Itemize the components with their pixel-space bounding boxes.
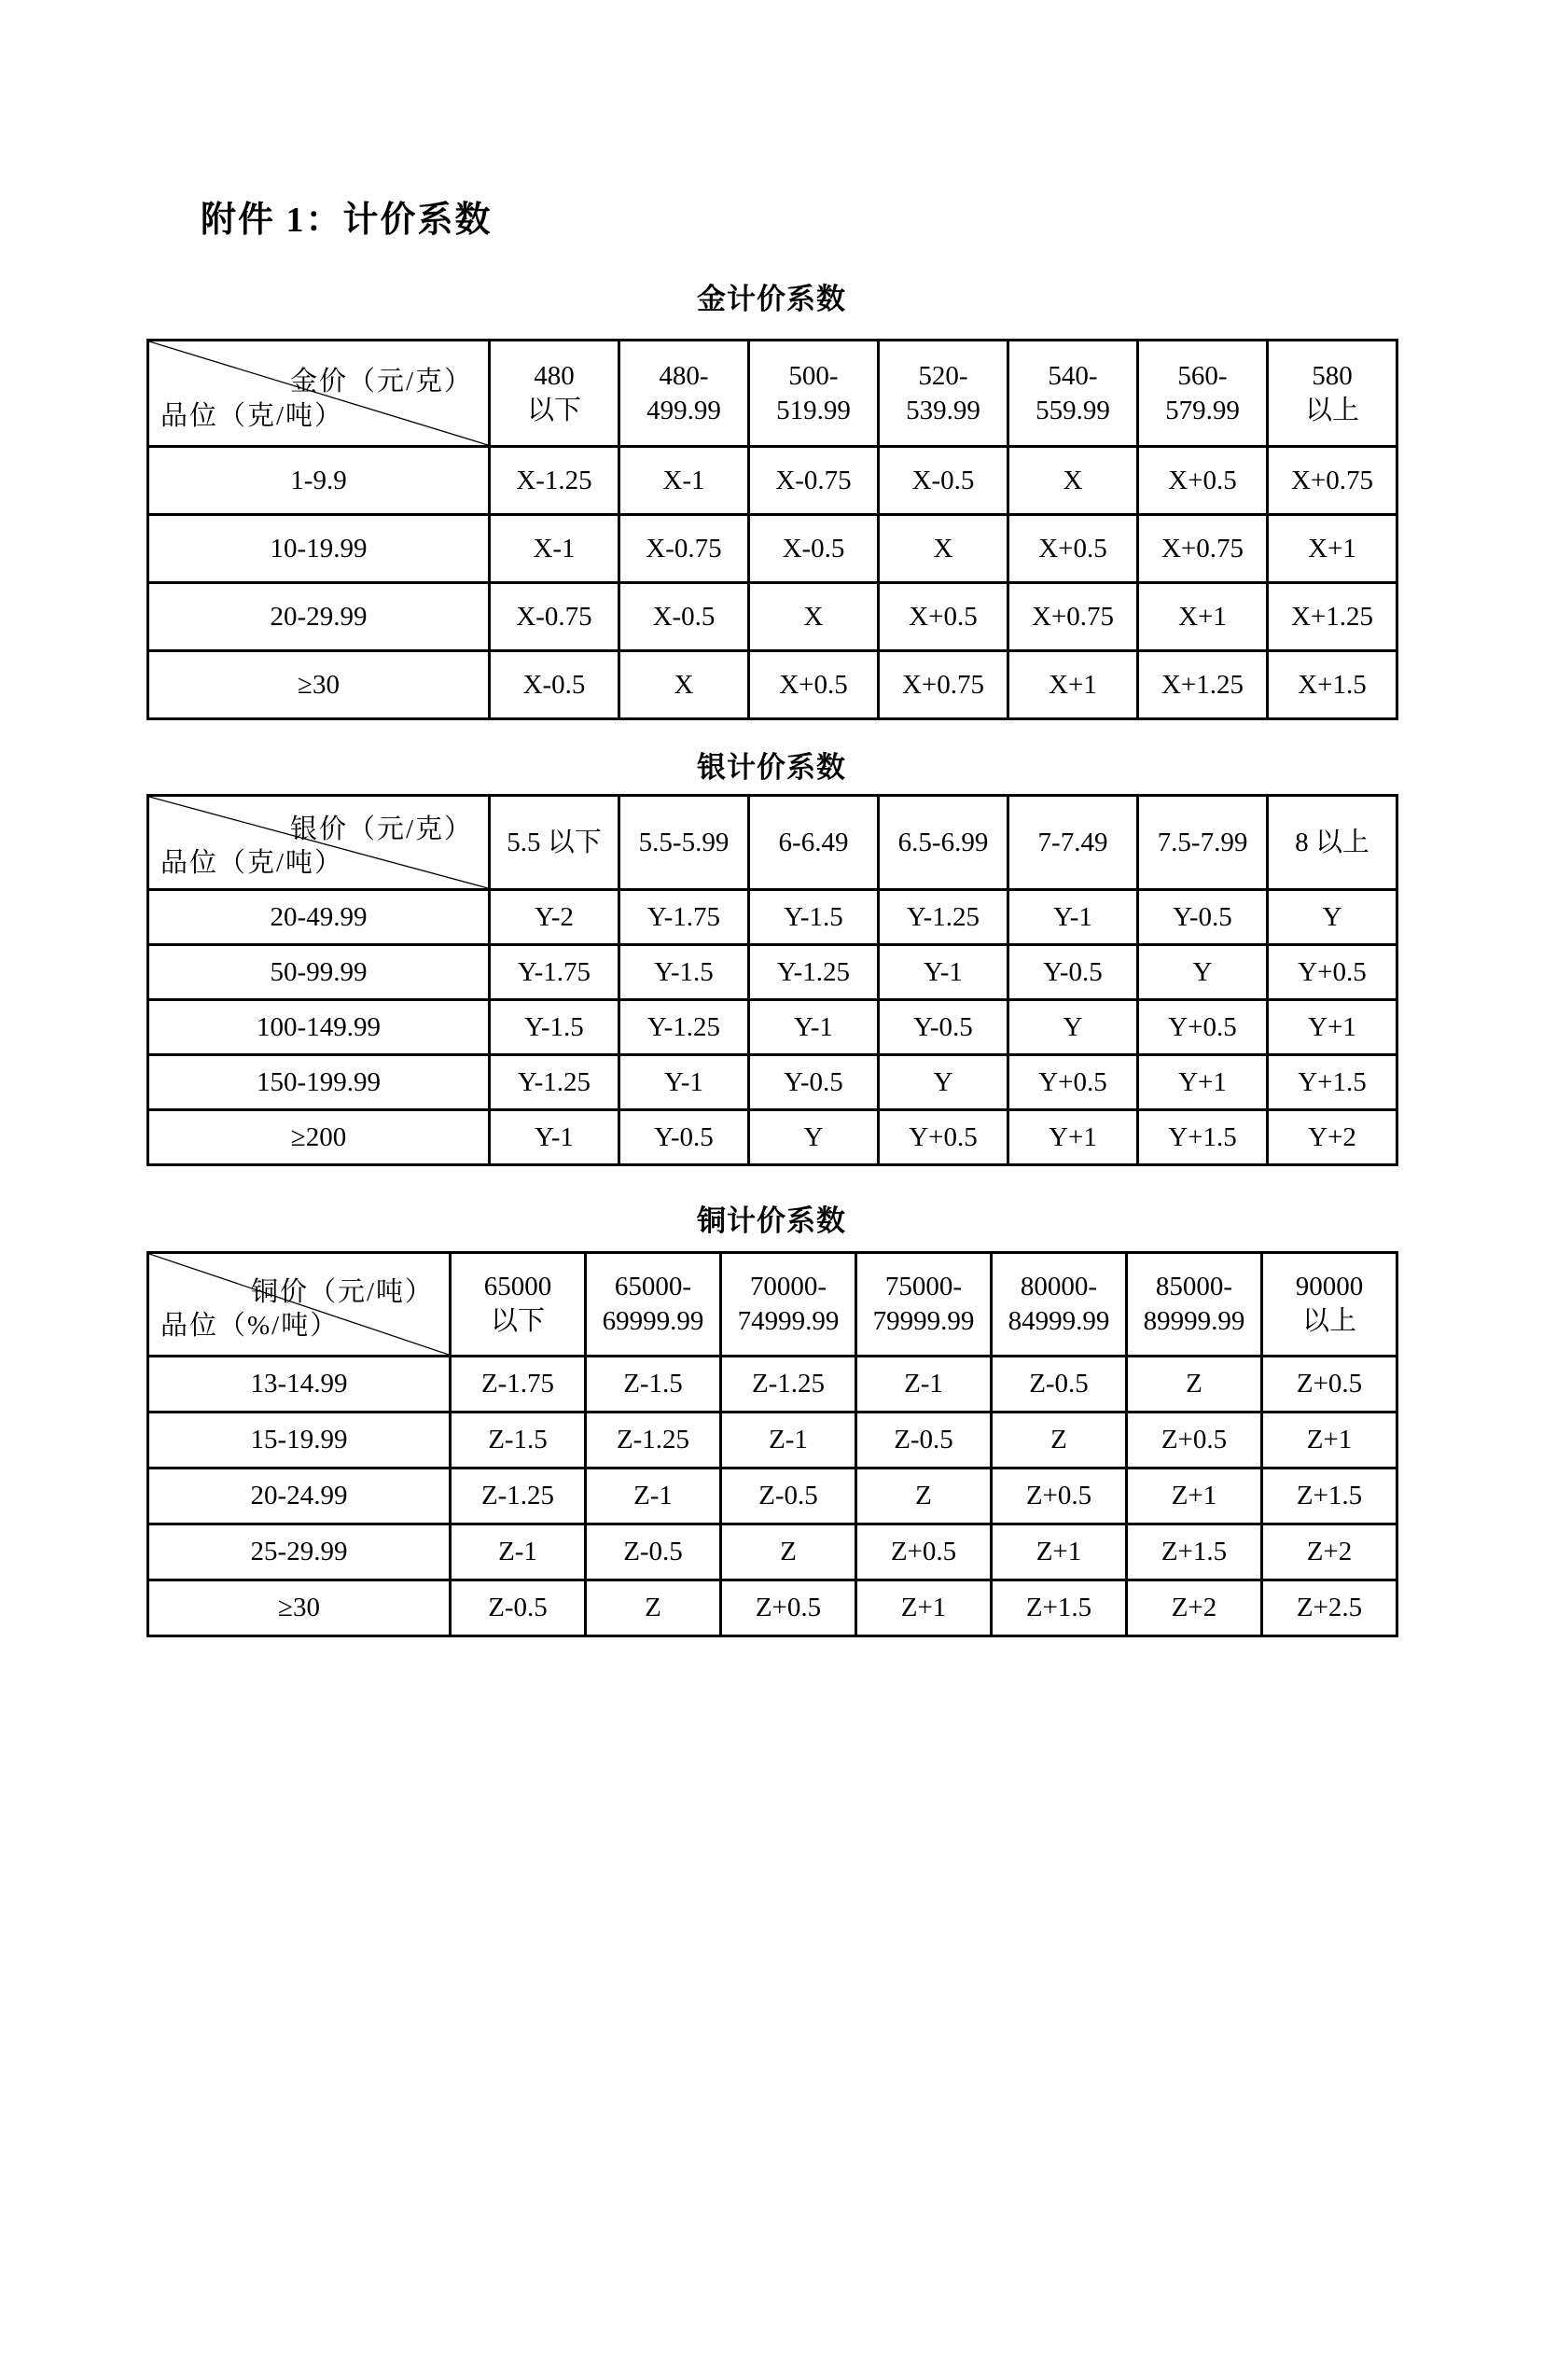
row-label-cell: 20-49.99 — [148, 890, 490, 945]
column-header: 65000- 69999.99 — [586, 1253, 721, 1357]
gold-table-section — [146, 282, 1397, 720]
value-cell: Y — [1138, 945, 1268, 1000]
value-cell: Y+0.5 — [1138, 1000, 1268, 1055]
value-cell: X+0.5 — [749, 651, 879, 719]
table-row — [148, 890, 1397, 945]
table-row — [148, 1110, 1397, 1165]
column-header: 560- 579.99 — [1138, 341, 1268, 447]
column-header: 75000- 79999.99 — [856, 1253, 992, 1357]
row-label-cell: 50-99.99 — [148, 945, 490, 1000]
row-label-cell: 1-9.9 — [148, 447, 490, 515]
value-cell: Z+1 — [1127, 1468, 1262, 1524]
corner-label-price: 银价（元/克） — [289, 814, 473, 844]
row-label-cell: 15-19.99 — [148, 1413, 451, 1468]
value-cell: Y-1.25 — [879, 890, 1008, 945]
value-cell: Z — [856, 1468, 992, 1524]
column-header: 65000 以下 — [451, 1253, 586, 1357]
header-corner-cell — [148, 341, 490, 447]
header-row — [148, 796, 1397, 890]
value-cell: Y-1 — [490, 1110, 619, 1165]
value-cell: Z+1 — [856, 1580, 992, 1636]
value-cell: Z-1.25 — [451, 1468, 586, 1524]
value-cell: Y-1.5 — [619, 945, 749, 1000]
table-row — [148, 1580, 1397, 1636]
column-header: 7-7.49 — [1008, 796, 1138, 890]
table-row — [148, 1524, 1397, 1580]
value-cell: Z-1 — [721, 1413, 856, 1468]
row-label-cell: ≥200 — [148, 1110, 490, 1165]
silver-table-section — [146, 750, 1397, 1166]
value-cell: Y+1.5 — [1268, 1055, 1397, 1110]
value-cell: Y+0.5 — [1008, 1055, 1138, 1110]
table-row — [148, 1000, 1397, 1055]
value-cell: Z-0.5 — [451, 1580, 586, 1636]
silver-coefficient-table — [146, 794, 1398, 1166]
value-cell: Z+1.5 — [1262, 1468, 1397, 1524]
value-cell: Y — [749, 1110, 879, 1165]
value-cell: X — [1008, 447, 1138, 515]
value-cell: X+0.75 — [879, 651, 1008, 719]
value-cell: Y-2 — [490, 890, 619, 945]
value-cell: Z+1.5 — [992, 1580, 1127, 1636]
value-cell: X — [749, 583, 879, 651]
column-header: 90000 以上 — [1262, 1253, 1397, 1357]
header-row — [148, 341, 1397, 447]
copper-table-section — [146, 1204, 1397, 1637]
value-cell: Y-1 — [1008, 890, 1138, 945]
value-cell: Z+2.5 — [1262, 1580, 1397, 1636]
value-cell: Z+1 — [992, 1524, 1127, 1580]
value-cell: Y+0.5 — [879, 1110, 1008, 1165]
column-header: 8 以上 — [1268, 796, 1397, 890]
header-corner-cell — [148, 796, 490, 890]
value-cell: Y-1 — [749, 1000, 879, 1055]
value-cell: Y-1.25 — [490, 1055, 619, 1110]
value-cell: Z-1.25 — [586, 1413, 721, 1468]
corner-label-price: 金价（元/克） — [289, 367, 473, 397]
table-row — [148, 945, 1397, 1000]
value-cell: X+0.5 — [1008, 515, 1138, 583]
column-header: 6-6.49 — [749, 796, 879, 890]
value-cell: X-1 — [490, 515, 619, 583]
value-cell: Y-1.5 — [749, 890, 879, 945]
corner-label-grade: 品位（克/吨） — [160, 401, 344, 431]
value-cell: X — [879, 515, 1008, 583]
value-cell: X-0.5 — [879, 447, 1008, 515]
value-cell: Z — [1127, 1357, 1262, 1413]
value-cell: Y-1 — [619, 1055, 749, 1110]
value-cell: Y-0.5 — [879, 1000, 1008, 1055]
value-cell: Y-1.5 — [490, 1000, 619, 1055]
value-cell: Y+1 — [1138, 1055, 1268, 1110]
column-header: 480 以下 — [490, 341, 619, 447]
value-cell: Y+1.5 — [1138, 1110, 1268, 1165]
value-cell: X+1.25 — [1268, 583, 1397, 651]
table-row — [148, 1413, 1397, 1468]
corner-label-price: 铜价（元/吨） — [250, 1277, 434, 1307]
column-header: 6.5-6.99 — [879, 796, 1008, 890]
value-cell: X+1 — [1008, 651, 1138, 719]
value-cell: X+0.75 — [1138, 515, 1268, 583]
value-cell: Y+1 — [1268, 1000, 1397, 1055]
value-cell: Y-0.5 — [749, 1055, 879, 1110]
value-cell: Y — [879, 1055, 1008, 1110]
column-header: 85000- 89999.99 — [1127, 1253, 1262, 1357]
value-cell: Y-0.5 — [1138, 890, 1268, 945]
value-cell: Z-0.5 — [856, 1413, 992, 1468]
value-cell: Z-1.75 — [451, 1357, 586, 1413]
row-label-cell: ≥30 — [148, 1580, 451, 1636]
row-label-cell: 20-24.99 — [148, 1468, 451, 1524]
value-cell: Z+1.5 — [1127, 1524, 1262, 1580]
value-cell: Y — [1268, 890, 1397, 945]
value-cell: Z+0.5 — [1262, 1357, 1397, 1413]
value-cell: Y+2 — [1268, 1110, 1397, 1165]
value-cell: Z+0.5 — [992, 1468, 1127, 1524]
value-cell: Z+0.5 — [1127, 1413, 1262, 1468]
table-caption-gold: 金计价系数 — [697, 283, 846, 315]
value-cell: Z — [586, 1580, 721, 1636]
value-cell: X+0.75 — [1008, 583, 1138, 651]
value-cell: Y — [1008, 1000, 1138, 1055]
column-header: 70000- 74999.99 — [721, 1253, 856, 1357]
gold-coefficient-table — [146, 339, 1398, 720]
column-header: 580 以上 — [1268, 341, 1397, 447]
column-header: 540- 559.99 — [1008, 341, 1138, 447]
row-label-cell: 10-19.99 — [148, 515, 490, 583]
value-cell: X-1 — [619, 447, 749, 515]
value-cell: Z-1 — [856, 1357, 992, 1413]
value-cell: Z — [721, 1524, 856, 1580]
column-header: 80000- 84999.99 — [992, 1253, 1127, 1357]
value-cell: X+0.75 — [1268, 447, 1397, 515]
corner-label-grade: 品位（克/吨） — [160, 848, 344, 878]
table-row — [148, 515, 1397, 583]
value-cell: Z+0.5 — [856, 1524, 992, 1580]
value-cell: Y+1 — [1008, 1110, 1138, 1165]
value-cell: X-0.5 — [619, 583, 749, 651]
value-cell: Z-1.5 — [586, 1357, 721, 1413]
value-cell: X+1 — [1138, 583, 1268, 651]
value-cell: X+0.5 — [879, 583, 1008, 651]
value-cell: Y-1.25 — [749, 945, 879, 1000]
row-label-cell: 25-29.99 — [148, 1524, 451, 1580]
corner-label-grade: 品位（%/吨） — [160, 1311, 340, 1341]
row-label-cell: 20-29.99 — [148, 583, 490, 651]
header-corner-cell — [148, 1253, 451, 1357]
column-header: 520- 539.99 — [879, 341, 1008, 447]
value-cell: Z-0.5 — [586, 1524, 721, 1580]
column-header: 5.5-5.99 — [619, 796, 749, 890]
value-cell: Y-0.5 — [1008, 945, 1138, 1000]
value-cell: Z-1.5 — [451, 1413, 586, 1468]
value-cell: X-1.25 — [490, 447, 619, 515]
value-cell: Y-0.5 — [619, 1110, 749, 1165]
value-cell: Z-1.25 — [721, 1357, 856, 1413]
row-label-cell: 150-199.99 — [148, 1055, 490, 1110]
column-header: 7.5-7.99 — [1138, 796, 1268, 890]
row-label-cell: ≥30 — [148, 651, 490, 719]
table-caption-silver: 银计价系数 — [697, 751, 846, 784]
value-cell: X+1.5 — [1268, 651, 1397, 719]
value-cell: Y-1 — [879, 945, 1008, 1000]
value-cell: X-0.75 — [749, 447, 879, 515]
value-cell: X+1 — [1268, 515, 1397, 583]
copper-coefficient-table — [146, 1251, 1398, 1637]
value-cell: X — [619, 651, 749, 719]
value-cell: Z+2 — [1127, 1580, 1262, 1636]
row-label-cell: 13-14.99 — [148, 1357, 451, 1413]
value-cell: Z-0.5 — [721, 1468, 856, 1524]
value-cell: X-0.75 — [490, 583, 619, 651]
value-cell: Z — [992, 1413, 1127, 1468]
value-cell: Y-1.75 — [490, 945, 619, 1000]
column-header: 480- 499.99 — [619, 341, 749, 447]
document-page — [0, 198, 1543, 1712]
value-cell: Z+0.5 — [721, 1580, 856, 1636]
value-cell: X+0.5 — [1138, 447, 1268, 515]
table-row — [148, 651, 1397, 719]
value-cell: Z+2 — [1262, 1524, 1397, 1580]
value-cell: Z-1 — [586, 1468, 721, 1524]
value-cell: X-0.75 — [619, 515, 749, 583]
value-cell: Z-1 — [451, 1524, 586, 1580]
table-caption-copper: 铜计价系数 — [697, 1204, 846, 1237]
table-row — [148, 1055, 1397, 1110]
table-row — [148, 1357, 1397, 1413]
value-cell: X-0.5 — [749, 515, 879, 583]
column-header: 500- 519.99 — [749, 341, 879, 447]
value-cell: Z-0.5 — [992, 1357, 1127, 1413]
value-cell: X-0.5 — [490, 651, 619, 719]
value-cell: Y+0.5 — [1268, 945, 1397, 1000]
header-row — [148, 1253, 1397, 1357]
value-cell: Z+1 — [1262, 1413, 1397, 1468]
page-title: 附件 1：计价系数 — [201, 201, 493, 240]
column-header: 5.5 以下 — [490, 796, 619, 890]
value-cell: Y-1.75 — [619, 890, 749, 945]
table-row — [148, 1468, 1397, 1524]
table-row — [148, 447, 1397, 515]
value-cell: Y-1.25 — [619, 1000, 749, 1055]
row-label-cell: 100-149.99 — [148, 1000, 490, 1055]
value-cell: X+1.25 — [1138, 651, 1268, 719]
table-row — [148, 583, 1397, 651]
